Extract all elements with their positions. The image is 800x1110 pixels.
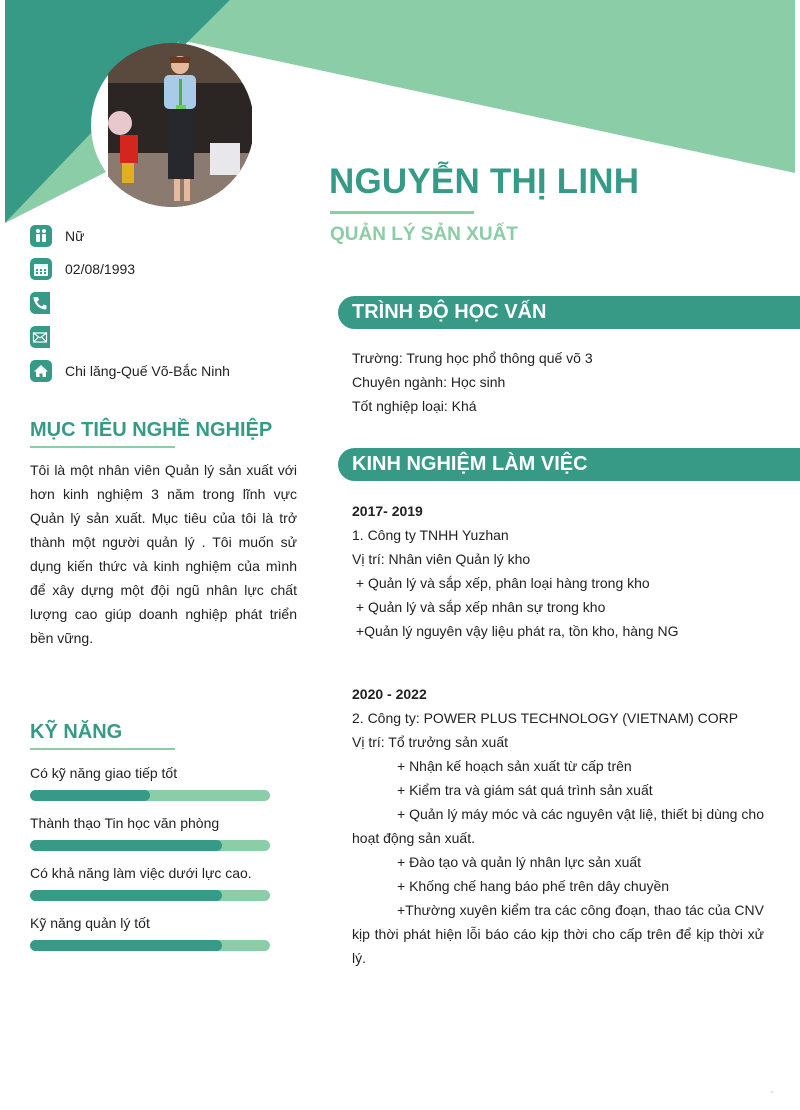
experience-item: [352, 499, 764, 643]
profile-photo: [108, 43, 252, 207]
job-period: 2020 - 2022: [352, 686, 427, 702]
contact-email: [30, 325, 63, 349]
education-school: Trường: Trung học phổ thông quế võ 3: [352, 350, 593, 366]
job-duty: + Quản lý máy móc và các nguyên vật liệ, thiết bị dùng cho hoạt động sản xuất.: [352, 806, 764, 846]
page-marker: [771, 1091, 773, 1093]
job-duty: + Khống chế hang báo phế trên dây chuyền: [397, 878, 670, 894]
job-title: QUẢN LÝ SẢN XUẤT: [330, 224, 518, 245]
contact-birthday: [30, 257, 135, 281]
job-company: 1. Công ty TNHH Yuzhan: [352, 527, 509, 543]
job-duty: +Quản lý nguyên vậy liệu phát ra, tồn kho, hàng NG: [352, 623, 679, 639]
job-company: 2. Công ty: POWER PLUS TECHNOLOGY (VIETNAM) CORP: [352, 710, 739, 726]
education-heading: TRÌNH ĐỘ HỌC VẤN: [352, 301, 547, 323]
skill-label: Kỹ năng quản lý tốt: [30, 915, 150, 931]
skills-heading: KỸ NĂNG: [30, 721, 123, 743]
job-period: 2017- 2019: [352, 503, 423, 519]
contact-address: [30, 359, 230, 383]
job-duty: + Quản lý và sắp xếp, phân loại hàng trong kho: [352, 575, 650, 591]
birthday-value: 02/08/1993: [65, 261, 136, 277]
experience-heading: KINH NGHIỆM LÀM VIỆC: [352, 453, 588, 475]
job-position: Vị trí: Nhân viên Quản lý kho: [352, 551, 531, 567]
skill-bar: [30, 840, 270, 851]
objective-text: Tôi là một nhân viên Quản lý sản xuất với hơn kinh nghiệm 3 năm trong lĩnh vực Quản lý sản xuất. Mục tiêu của tôi là trở thành một người quản lý . Tôi muốn sử dụng kiến thức và kinh nghiệm của mình để xây dựng một đội ngũ nhân lực chất lượng cao giúp doanh nghiệp phát triển bền vững.: [30, 462, 297, 646]
objective-divider: [30, 446, 175, 448]
skills-divider: [30, 748, 175, 750]
objective-heading: MỤC TIÊU NGHỀ NGHIỆP: [30, 419, 273, 441]
skill-bar: [30, 790, 270, 801]
education-grade: Tốt nghiệp loại: Khá: [352, 398, 477, 414]
gender-icon: [30, 225, 52, 247]
contact-phone: [30, 291, 63, 315]
job-duty: + Đào tạo và quản lý nhân lực sản xuất: [397, 854, 642, 870]
skill-label: Thành thạo Tin học văn phòng: [30, 815, 220, 831]
skill-bar-fill: [30, 840, 222, 851]
job-duty: + Nhận kế hoạch sản xuất từ cấp trên: [397, 758, 632, 774]
skill-bar-fill: [30, 890, 222, 901]
skill-bar: [30, 940, 270, 951]
job-duty: + Quản lý và sắp xếp nhân sự trong kho: [352, 599, 606, 615]
experience-item: [352, 682, 764, 970]
skill-bar-fill: [30, 940, 222, 951]
education-details: [352, 346, 593, 418]
skill-bar-fill: [30, 790, 150, 801]
skill-label: Có kỹ năng giao tiếp tốt: [30, 765, 178, 781]
experience-header-bar: [338, 448, 800, 481]
education-major: Chuyên ngành: Học sinh: [352, 374, 506, 390]
skill-bar: [30, 890, 270, 901]
job-duty: +Thường xuyên kiểm tra các công đoạn, thao tác của CNV kịp thời phát hiện lỗi báo cáo kịp thời cho cấp trên để kịp thời xử lý.: [352, 902, 764, 966]
address-value: Chi lăng-Quế Võ-Bắc Ninh: [65, 363, 230, 379]
gender-value: Nữ: [65, 228, 85, 244]
education-header-bar: [338, 296, 800, 329]
email-icon: [30, 326, 50, 348]
job-duty: + Kiểm tra và giám sát quá trình sản xuất: [397, 782, 653, 798]
calendar-icon: [30, 258, 52, 280]
name-divider: [330, 211, 474, 214]
skill-label: Có khả năng làm việc dưới lực cao.: [30, 865, 252, 881]
home-icon: [30, 360, 52, 382]
job-position: Vị trí: Tổ trưởng sản xuất: [352, 734, 509, 750]
phone-icon: [30, 292, 50, 314]
candidate-name: NGUYỄN THỊ LINH: [329, 162, 640, 201]
contact-gender: [30, 224, 84, 248]
